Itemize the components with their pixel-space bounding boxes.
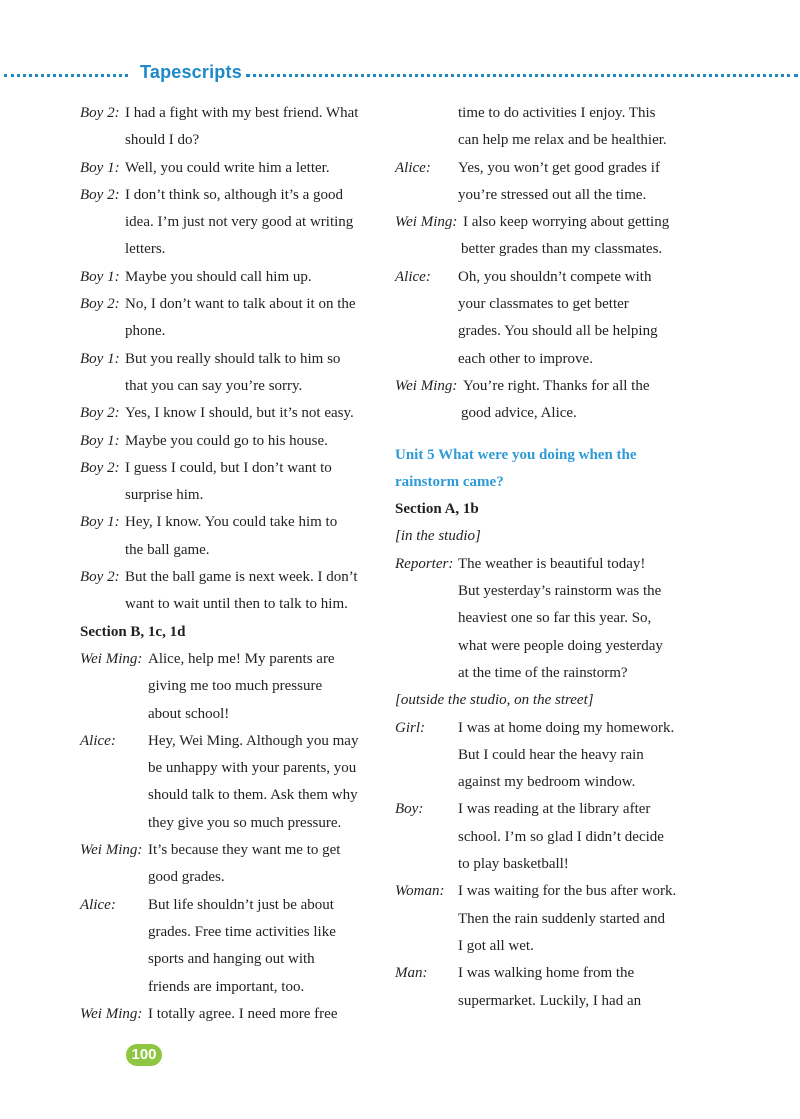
dialogue-line [80,509,380,536]
dialogue-line [395,346,695,373]
dialogue-text: But yesterday’s rainstorm was the [458,583,662,600]
dialogue-text: I guess I could, but I don’t want to [125,459,332,476]
dialogue-line [395,742,695,769]
dialogue-text: I also keep worrying about getting [463,214,670,231]
dialogue-text: It’s because they want me to get [148,842,341,859]
speaker-label: Wei Ming: [395,214,458,231]
section-gap [395,428,695,442]
dialogue-line [395,633,695,660]
speaker-label: Alice: [80,896,116,913]
speaker-label: Boy: [395,801,424,818]
dialogue-text: at the time of the rainstorm? [458,664,628,681]
speaker-label: Wei Ming: [80,650,143,667]
dialogue-line [80,755,380,782]
speaker-label: Boy 2: [80,569,120,586]
dialogue-line [80,591,380,618]
dialogue-line [395,715,695,742]
dialogue-line [395,960,695,987]
dialogue-text: No, I don’t want to talk about it on the [125,296,356,313]
dialogue-text: your classmates to get better [458,296,629,313]
dialogue-line [80,1001,380,1028]
dialogue-entry [395,796,695,878]
dialogue-text: I was at home doing my homework. [458,719,675,736]
text-line [395,469,695,496]
dialogue-text: Yes, you won’t get good grades if [458,159,660,176]
speaker-label: Wei Ming: [80,1005,143,1022]
dialogue-text: Maybe you should call him up. [125,268,312,285]
header-dots-left [4,74,128,77]
dialogue-entry [80,182,380,264]
dialogue-line [80,946,380,973]
dialogue-line [395,373,695,400]
dialogue-text: idea. I’m just not very good at writing [125,214,354,231]
dialogue-text: good grades. [148,869,225,886]
speaker-label: Woman: [395,883,445,900]
speaker-label: Wei Ming: [80,842,143,859]
dialogue-text: should I do? [125,132,200,149]
dialogue-text: I totally agree. I need more free [148,1005,338,1022]
speaker-label: Alice: [395,268,431,285]
speaker-label: Boy 1: [80,350,120,367]
dialogue-line [80,455,380,482]
speaker-label: Boy 1: [80,432,120,449]
dialogue-line [80,400,380,427]
dialogue-line [80,673,380,700]
dialogue-entry [80,291,380,346]
dialogue-line [395,605,695,632]
text-line [80,619,380,646]
unit-title: Unit 5 What were you doing when the [395,446,637,463]
dialogue-line [395,824,695,851]
dialogue-text: heaviest one so far this year. So, [458,610,652,627]
dialogue-line [80,646,380,673]
dialogue-text: I was reading at the library after [458,801,651,818]
dialogue-text: I had a fight with my best friend. What [125,105,359,121]
speaker-label: Girl: [395,719,425,736]
dialogue-text: I don’t think so, although it’s a good [125,186,344,203]
dialogue-line [80,701,380,728]
dialogue-text: grades. You should all be helping [458,323,658,340]
dialogue-line [395,100,695,127]
dialogue-text: giving me too much pressure [148,678,323,695]
stage-direction: [in the studio] [395,528,481,545]
dialogue-entry [80,155,380,182]
speaker-label: Wei Ming: [395,377,458,394]
dialogue-text: Then the rain suddenly started and [458,910,666,927]
dialogue-text: each other to improve. [458,350,593,367]
dialogue-line [80,974,380,1001]
dialogue-entry [80,100,380,155]
speaker-label: Boy 1: [80,514,120,531]
dialogue-text: grades. Free time activities like [148,923,336,940]
dialogue-line [80,155,380,182]
left-column [80,100,380,1028]
dialogue-line [80,892,380,919]
stage-direction: [outside the studio, on the street] [395,692,594,709]
dialogue-line [395,209,695,236]
header-dots-right [246,74,798,77]
text-line [395,496,695,523]
speaker-label: Boy 2: [80,105,120,121]
dialogue-text: Alice, help me! My parents are [148,650,335,667]
dialogue-line [80,564,380,591]
dialogue-text: you’re stressed out all the time. [458,186,647,203]
dialogue-text: But I could hear the heavy rain [458,746,644,763]
dialogue-line [80,728,380,755]
speaker-label: Boy 1: [80,268,120,285]
dialogue-entry [80,837,380,892]
section-heading: Section B, 1c, 1d [80,623,186,640]
dialogue-line [395,906,695,933]
speaker-label: Boy 2: [80,405,120,422]
dialogue-entry [80,509,380,564]
dialogue-text: want to wait until then to talk to him. [125,596,348,613]
dialogue-text: Hey, I know. You could take him to [125,514,338,531]
dialogue-text: surprise him. [125,487,204,504]
dialogue-text: what were people doing yesterday [458,637,663,654]
dialogue-text: letters. [125,241,166,258]
unit-title: rainstorm came? [395,473,504,490]
dialogue-entry [80,646,380,728]
dialogue-text: But you really should talk to him so [125,350,341,367]
dialogue-text: that you can say you’re sorry. [125,377,303,394]
dialogue-entry [395,209,695,264]
dialogue-text: Yes, I know I should, but it’s not easy. [125,405,354,422]
dialogue-line [395,400,695,427]
dialogue-entry [395,715,695,797]
section-heading: Section A, 1b [395,501,479,518]
speaker-label: Alice: [395,159,431,176]
dialogue-line [80,537,380,564]
dialogue-line [80,264,380,291]
speaker-label: Reporter: [395,555,454,572]
dialogue-text: But life shouldn’t just be about [148,896,334,913]
dialogue-entry [80,264,380,291]
dialogue-line [395,851,695,878]
dialogue-line [395,988,695,1015]
dialogue-text: Oh, you shouldn’t compete with [458,268,652,285]
speaker-label: Man: [395,965,428,982]
text-line [395,687,695,714]
speaker-label: Boy 1: [80,159,120,176]
dialogue-line [395,291,695,318]
text-line [395,523,695,550]
dialogue-line [80,100,380,127]
dialogue-text: phone. [125,323,166,340]
speaker-label: Boy 2: [80,296,120,313]
dialogue-text: to play basketball! [458,856,569,873]
dialogue-text: But the ball game is next week. I don’t [125,569,358,586]
dialogue-line [80,782,380,809]
dialogue-entry [80,892,380,1001]
dialogue-entry [395,155,695,210]
dialogue-entry [80,400,380,427]
dialogue-entry [80,728,380,837]
dialogue-text: Well, you could write him a letter. [125,159,330,176]
dialogue-line [80,209,380,236]
dialogue-entry [80,428,380,455]
header-title: Tapescripts [140,62,242,82]
speaker-label: Boy 2: [80,186,120,203]
dialogue-entry [395,264,695,373]
dialogue-text: better grades than my classmates. [461,241,663,258]
dialogue-line [395,551,695,578]
dialogue-line [80,127,380,154]
dialogue-entry [395,373,695,428]
dialogue-text: Hey, Wei Ming. Although you may [148,732,359,749]
dialogue-line [80,182,380,209]
right-column [395,100,695,1015]
dialogue-line [80,346,380,373]
dialogue-line [80,291,380,318]
page-number: 100 [126,1044,162,1066]
dialogue-entry [395,960,695,1015]
dialogue-line [80,837,380,864]
dialogue-text: supermarket. Luckily, I had an [458,992,642,1009]
dialogue-text: The weather is beautiful today! [458,555,646,572]
dialogue-text: sports and hanging out with [148,951,315,968]
dialogue-line [395,769,695,796]
dialogue-text: You’re right. Thanks for all the [463,377,650,394]
dialogue-line [395,660,695,687]
dialogue-entry [395,100,695,155]
dialogue-text: they give you so much pressure. [148,814,342,831]
dialogue-text: school. I’m so glad I didn’t decide [458,828,664,845]
dialogue-text: friends are important, too. [148,978,305,995]
speaker-label: Boy 2: [80,459,120,476]
dialogue-text: about school! [148,705,230,722]
dialogue-text: be unhappy with your parents, you [148,760,357,777]
dialogue-text: I was walking home from the [458,965,635,982]
dialogue-line [395,318,695,345]
dialogue-entry [80,346,380,401]
dialogue-line [395,933,695,960]
dialogue-line [80,236,380,263]
dialogue-entry [395,551,695,687]
dialogue-line [80,373,380,400]
dialogue-text: the ball game. [125,541,210,558]
dialogue-line [80,482,380,509]
dialogue-line [80,919,380,946]
dialogue-line [395,155,695,182]
dialogue-text: good advice, Alice. [461,405,577,422]
dialogue-line [395,182,695,209]
dialogue-line [395,127,695,154]
dialogue-line [395,236,695,263]
dialogue-text: I was waiting for the bus after work. [458,883,677,900]
dialogue-text: against my bedroom window. [458,774,636,791]
dialogue-text: I got all wet. [458,937,534,954]
speaker-label: Alice: [80,732,116,749]
dialogue-line [395,578,695,605]
dialogue-line [395,796,695,823]
dialogue-entry [80,455,380,510]
dialogue-line [80,318,380,345]
dialogue-text: can help me relax and be healthier. [458,132,667,149]
dialogue-text: time to do activities I enjoy. This [458,105,656,121]
dialogue-line [80,810,380,837]
dialogue-line [395,878,695,905]
dialogue-entry [80,1001,380,1028]
dialogue-line [395,264,695,291]
dialogue-text: Maybe you could go to his house. [125,432,328,449]
running-header [0,62,800,90]
dialogue-text: should talk to them. Ask them why [148,787,358,804]
dialogue-line [80,428,380,455]
dialogue-entry [395,878,695,960]
dialogue-entry [80,564,380,619]
text-line [395,442,695,469]
dialogue-line [80,864,380,891]
